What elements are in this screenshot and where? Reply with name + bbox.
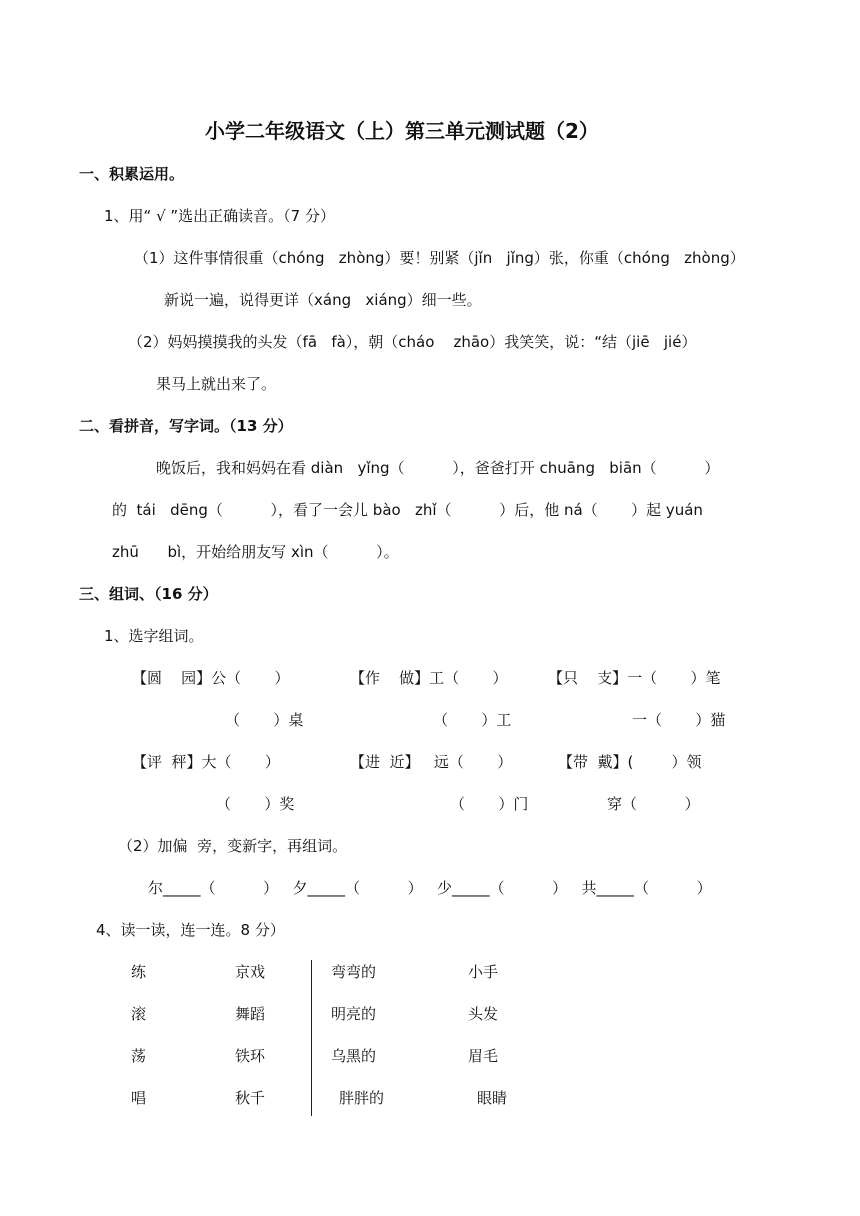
item-1-line-1: （1）这件事情很重（chóng zhòng）要！别紧（jǐn jǐng）张，你重（chóng zhòng） bbox=[134, 249, 745, 267]
word-group-2-b: （ ）工 bbox=[433, 711, 512, 729]
word-group-3-a: 【只 支】一（ ）笔 bbox=[548, 669, 721, 687]
section-2-heading: 二、看拼音，写字词。（13 分） bbox=[79, 417, 293, 435]
question-1-1: 1、用“ √ ”选出正确读音。（7 分） bbox=[104, 207, 335, 225]
match-right-noun: 小手 bbox=[468, 963, 499, 981]
match-right-noun: 眉毛 bbox=[468, 1047, 499, 1065]
radical-line: 尔_____（ ） 夕_____（ ） 少_____（ ） 共_____（ ） bbox=[148, 879, 712, 897]
word-group-5-a: 【进 近】 远（ ） bbox=[350, 753, 513, 771]
match-left-char: 练 bbox=[131, 963, 147, 981]
word-group-3-b: 一（ ）猫 bbox=[632, 711, 726, 729]
match-left-char: 滚 bbox=[131, 1005, 147, 1023]
item-2-line-2: 果马上就出来了。 bbox=[156, 375, 277, 393]
word-group-2-a: 【作 做】工（ ） bbox=[350, 669, 508, 687]
item-1-line-2: 新说一遍，说得更详（xáng xiáng）细一些。 bbox=[164, 291, 482, 309]
pinyin-paragraph-line-2: 的 tái dēng（ ），看了一会儿 bào zhǐ（ ）后，他 ná（ ）起 yuán bbox=[112, 501, 703, 519]
section-1-heading: 一、积累运用。 bbox=[79, 165, 185, 183]
match-left-word: 京戏 bbox=[235, 963, 266, 981]
match-right-adjective: 弯弯的 bbox=[331, 963, 377, 981]
column-divider bbox=[311, 960, 312, 1116]
match-right-adjective: 胖胖的 bbox=[339, 1089, 385, 1107]
item-2-line-1: （2）妈妈摸摸我的头发（fā fà），朝（cháo zhāo）我笑笑，说：“结（jiē jié） bbox=[128, 333, 697, 351]
pinyin-paragraph-line-3: zhū bì，开始给朋友写 xìn（ ）。 bbox=[112, 543, 399, 561]
word-group-6-b: 穿（ ） bbox=[607, 795, 700, 813]
word-group-5-b: （ ）门 bbox=[450, 795, 529, 813]
word-group-4-b: （ ）奖 bbox=[216, 795, 295, 813]
match-right-adjective: 明亮的 bbox=[331, 1005, 377, 1023]
match-right-adjective: 乌黑的 bbox=[331, 1047, 377, 1065]
match-left-word: 秋千 bbox=[235, 1089, 266, 1107]
question-4: 4、读一读，连一连。8 分） bbox=[96, 921, 285, 939]
match-left-word: 铁环 bbox=[235, 1047, 266, 1065]
match-right-noun: 眼睛 bbox=[477, 1089, 508, 1107]
match-left-char: 荡 bbox=[131, 1047, 147, 1065]
word-group-4-a: 【评 秤】大（ ） bbox=[132, 753, 280, 771]
section-3-heading: 三、组词、（16 分） bbox=[79, 585, 218, 603]
word-group-1-a: 【圆 园】公（ ） bbox=[132, 669, 290, 687]
match-left-word: 舞蹈 bbox=[235, 1005, 266, 1023]
page-title: 小学二年级语文（上）第三单元测试题（2） bbox=[205, 119, 599, 143]
question-3-1: 1、选字组词。 bbox=[104, 627, 204, 645]
pinyin-paragraph-line-1: 晚饭后，我和妈妈在看 diàn yǐng（ ），爸爸打开 chuāng biān（ ） bbox=[156, 459, 720, 477]
word-group-6-a: 【带 戴】( ）领 bbox=[558, 753, 702, 771]
match-right-noun: 头发 bbox=[468, 1005, 499, 1023]
question-3-2: （2）加偏 旁，变新字，再组词。 bbox=[118, 837, 348, 855]
word-group-1-b: （ ）桌 bbox=[225, 711, 304, 729]
match-left-char: 唱 bbox=[131, 1089, 147, 1107]
